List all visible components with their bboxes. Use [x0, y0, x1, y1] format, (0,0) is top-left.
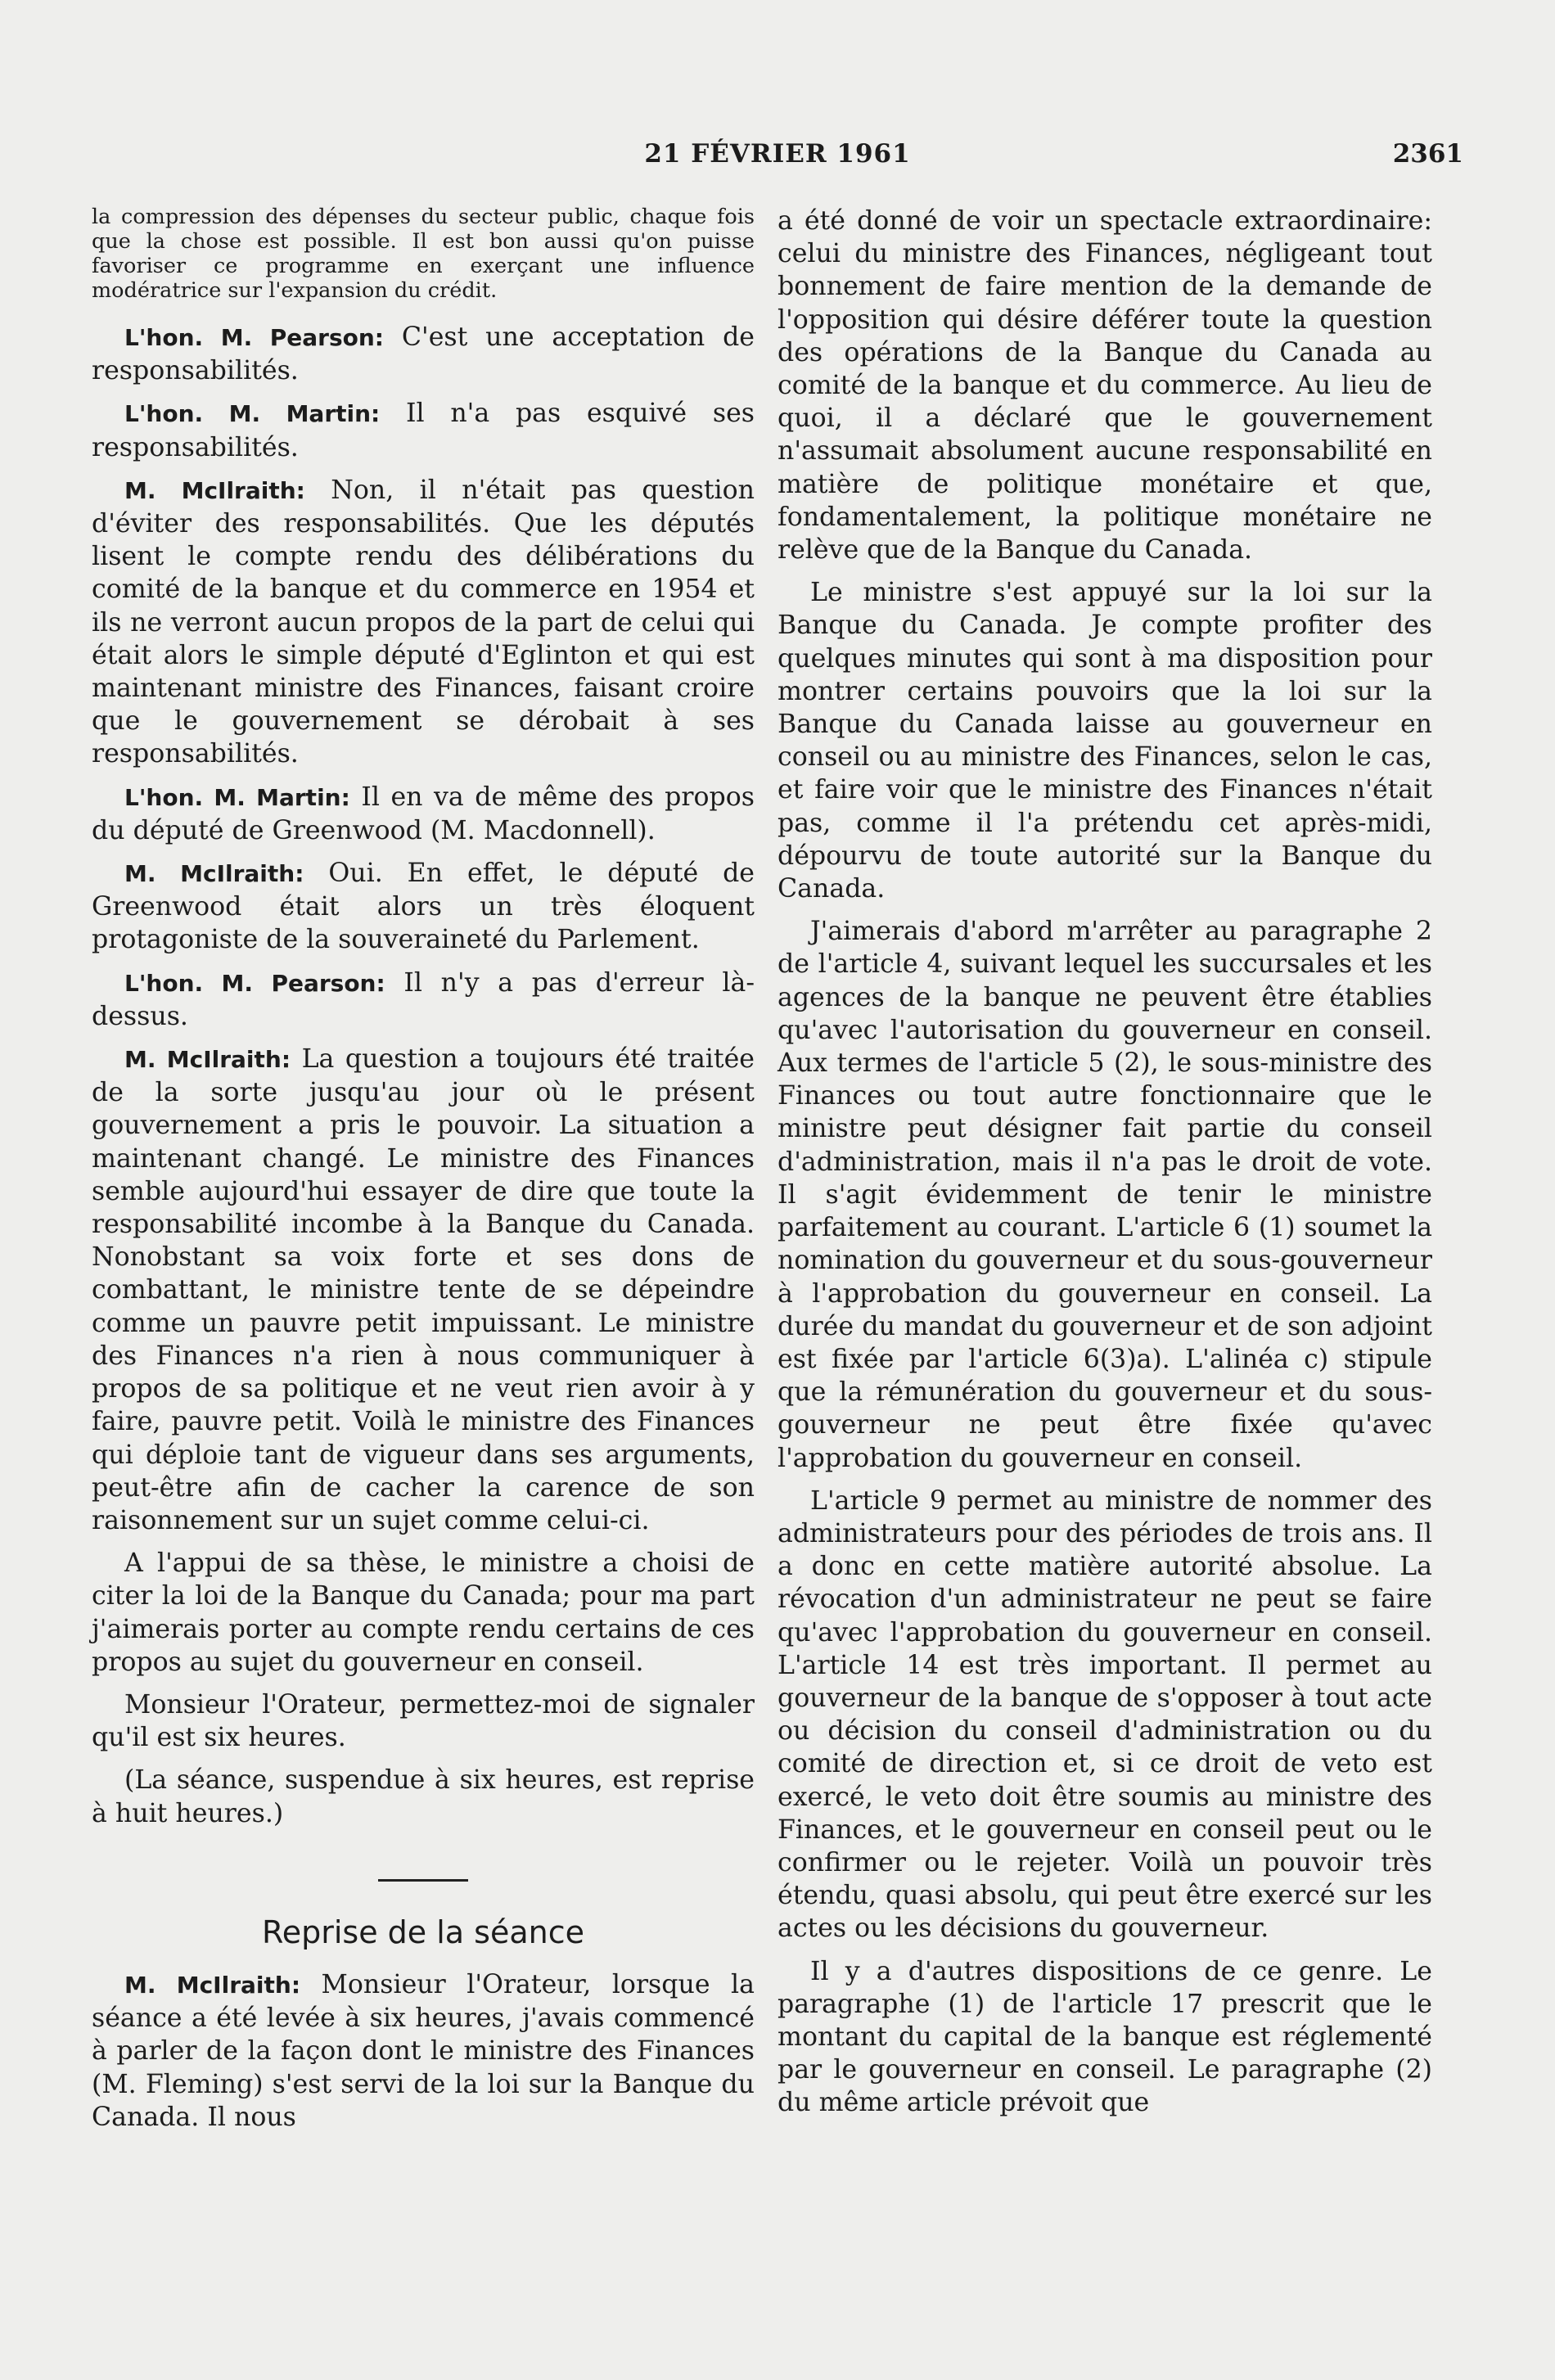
speaker-name: L'hon. M. Martin: — [124, 400, 381, 428]
paragraph — [92, 474, 755, 771]
paragraph: (La séance, suspendue à six heures, est reprise à huit heures.) — [92, 1765, 755, 1828]
paragraph: Monsieur l'Orateur, permettez-moi de signaler qu'il est six heures. — [92, 1689, 755, 1753]
paragraph: la compression des dépenses du secteur public, chaque fois que la chose est possible. Il est bon aussi qu'on puisse favoriser ce programme en exerçant une influence modératrice sur l'expansion du crédit. — [92, 205, 755, 303]
speaker-name: M. McIlraith: — [124, 1046, 291, 1074]
speaker-name: M. McIlraith: — [124, 476, 305, 504]
speech-text: Oui. En effet, le député de Greenwood était alors un très éloquent protagoniste de la souveraineté du Parlement. — [92, 859, 755, 955]
speech-text: La question a toujours été traitée de la sorte jusqu'au jour où le présent gouvernement a pris le pouvoir. La situation a maintenant changé. Le ministre des Finances semble aujourd'hui essayer de dire que toute la responsabilité incombe à la Banque du Canada. Nonobstant sa voix forte et ses dons de combattant, le ministre tente de se dépeindre comme un pauvre petit impuissant. Le ministre des Finances n'a rien à nous communiquer à propos de sa politique et ne veut rien avoir à y faire, pauvre petit. Voilà le ministre des Finances qui déploie tant de vigueur dans ses arguments, peut-être afin de cacher la carence de son raisonnement sur un sujet comme celui-ci. — [92, 1044, 755, 1535]
paragraph — [92, 397, 755, 463]
section-title: Reprise de la séance — [262, 1913, 584, 1950]
paragraph: a été donné de voir un spectacle extraordinaire: celui du ministre des Finances, négligeant tout bonnement de faire mention de la demande de l'opposition qui désire déférer toute la question des opérations de la Banque du Canada au comité de la banque et du commerce. Au lieu de quoi, il a déclaré que le gouvernement n'assumait absolument aucune responsabilité en matière de politique monétaire et que, fondamentalement, la politique monétaire ne relève que de la Banque du Canada. — [778, 206, 1432, 566]
page-number: 2361 — [1392, 139, 1463, 169]
page-header — [92, 139, 1463, 188]
paragraph — [92, 857, 755, 957]
paragraph — [92, 1968, 755, 2134]
paragraph: J'aimerais d'abord m'arrêter au paragraphe 2 de l'article 4, suivant lequel les succursales et les agences de la banque ne peuvent être établies qu'avec l'autorisation du gouverneur en conseil. Aux termes de l'article 5 (2), le sous-ministre des Finances ou tout autre fonctionnaire que le ministre peut désigner fait partie du conseil d'administration, mais il n'a pas le droit de vote. Il s'agit évidemment de tenir le ministre parfaitement au courant. L'article 6 (1) soumet la nomination du gouverneur et du sous-gouverneur à l'approbation du gouverneur en conseil. La durée du mandat du gouverneur et de son adjoint est fixée par l'article 6(3)a). L'alinéa c) stipule que la rémunération du gouverneur et du sous-gouverneur ne peut être fixée qu'avec l'approbation du gouverneur en conseil. — [778, 917, 1432, 1473]
speech-text: Il n'a pas esquivé ses responsabilités. — [92, 399, 755, 462]
speaker-name: L'hon. M. Pearson: — [124, 969, 385, 997]
paragraph: Il y a d'autres dispositions de ce genre. Le paragraphe (1) de l'article 17 prescrit que le montant du capital de la banque est réglementé par le gouverneur en conseil. Le paragraphe (2) du même article prévoit que — [778, 1956, 1432, 2118]
paragraph — [92, 967, 755, 1033]
section-divider — [378, 1879, 468, 1882]
paragraph: Le ministre s'est appuyé sur la loi sur la Banque du Canada. Je compte profiter des quelques minutes qui sont à ma disposition pour montrer certains pouvoirs que la loi sur la Banque du Canada laisse au gouverneur en conseil ou au ministre des Finances, selon le cas, et faire voir que le ministre des Finances n'était pas, comme il l'a prétendu cet après-midi, dépourvu de toute autorité sur la Banque du Canada. — [778, 578, 1432, 904]
speech-text: Monsieur l'Orateur, lorsque la séance a été levée à six heures, j'avais commencé à parler de la façon dont le ministre des Finances (M. Fleming) s'est servi de la loi sur la Banque du Canada. Il nous — [92, 1969, 755, 2132]
paragraph: A l'appui de sa thèse, le ministre a choisi de citer la loi de la Banque du Canada; pour ma part j'aimerais porter au compte rendu certains de ces propos au sujet du gouverneur en conseil. — [92, 1548, 755, 1677]
speaker-name: M. McIlraith: — [124, 1971, 301, 1999]
speaker-name: M. McIlraith: — [124, 860, 304, 888]
speaker-name: L'hon. M. Martin: — [124, 783, 350, 811]
speech-text: Il en va de même des propos du député de Greenwood (M. Macdonnell). — [92, 782, 755, 845]
left-column — [92, 205, 755, 2143]
paragraph — [92, 781, 755, 847]
paragraph — [92, 321, 755, 387]
speech-text: C'est une acceptation de responsabilités. — [92, 322, 755, 386]
speech-text: Non, il n'était pas question d'éviter des responsabilités. Que les députés lisent le compte rendu des délibérations du comité de la banque et du commerce en 1954 et ils ne verront aucun propos de la part de celui qui était alors le simple député d'Eglinton et qui est maintenant ministre des Finances, faisant croire que le gouvernement se dérobait à ses responsabilités. — [92, 475, 755, 769]
right-column — [778, 205, 1432, 2130]
paragraph: L'article 9 permet au ministre de nommer des administrateurs pour des périodes de trois ans. Il a donc en cette matière autorité absolue. La révocation d'un administrateur ne peut se faire qu'avec l'approbation du gouverneur en conseil. L'article 14 est très important. Il permet au gouverneur de la banque de s'opposer à tout acte ou décision du conseil d'administration ou du comité de direction et, si ce droit de veto est exercé, le veto doit être soumis au ministre des Finances, et le gouverneur en conseil peut ou le confirmer ou le rejeter. Voilà un pouvoir très étendu, quasi absolu, qui peut être exercé sur les actes ou les décisions du gouverneur. — [778, 1485, 1432, 1944]
paragraph — [92, 1043, 755, 1537]
speaker-name: L'hon. M. Pearson: — [124, 324, 384, 351]
header-date: 21 FÉVRIER 1961 — [644, 139, 911, 169]
speech-text: Il n'y a pas d'erreur là-dessus. — [92, 967, 755, 1031]
